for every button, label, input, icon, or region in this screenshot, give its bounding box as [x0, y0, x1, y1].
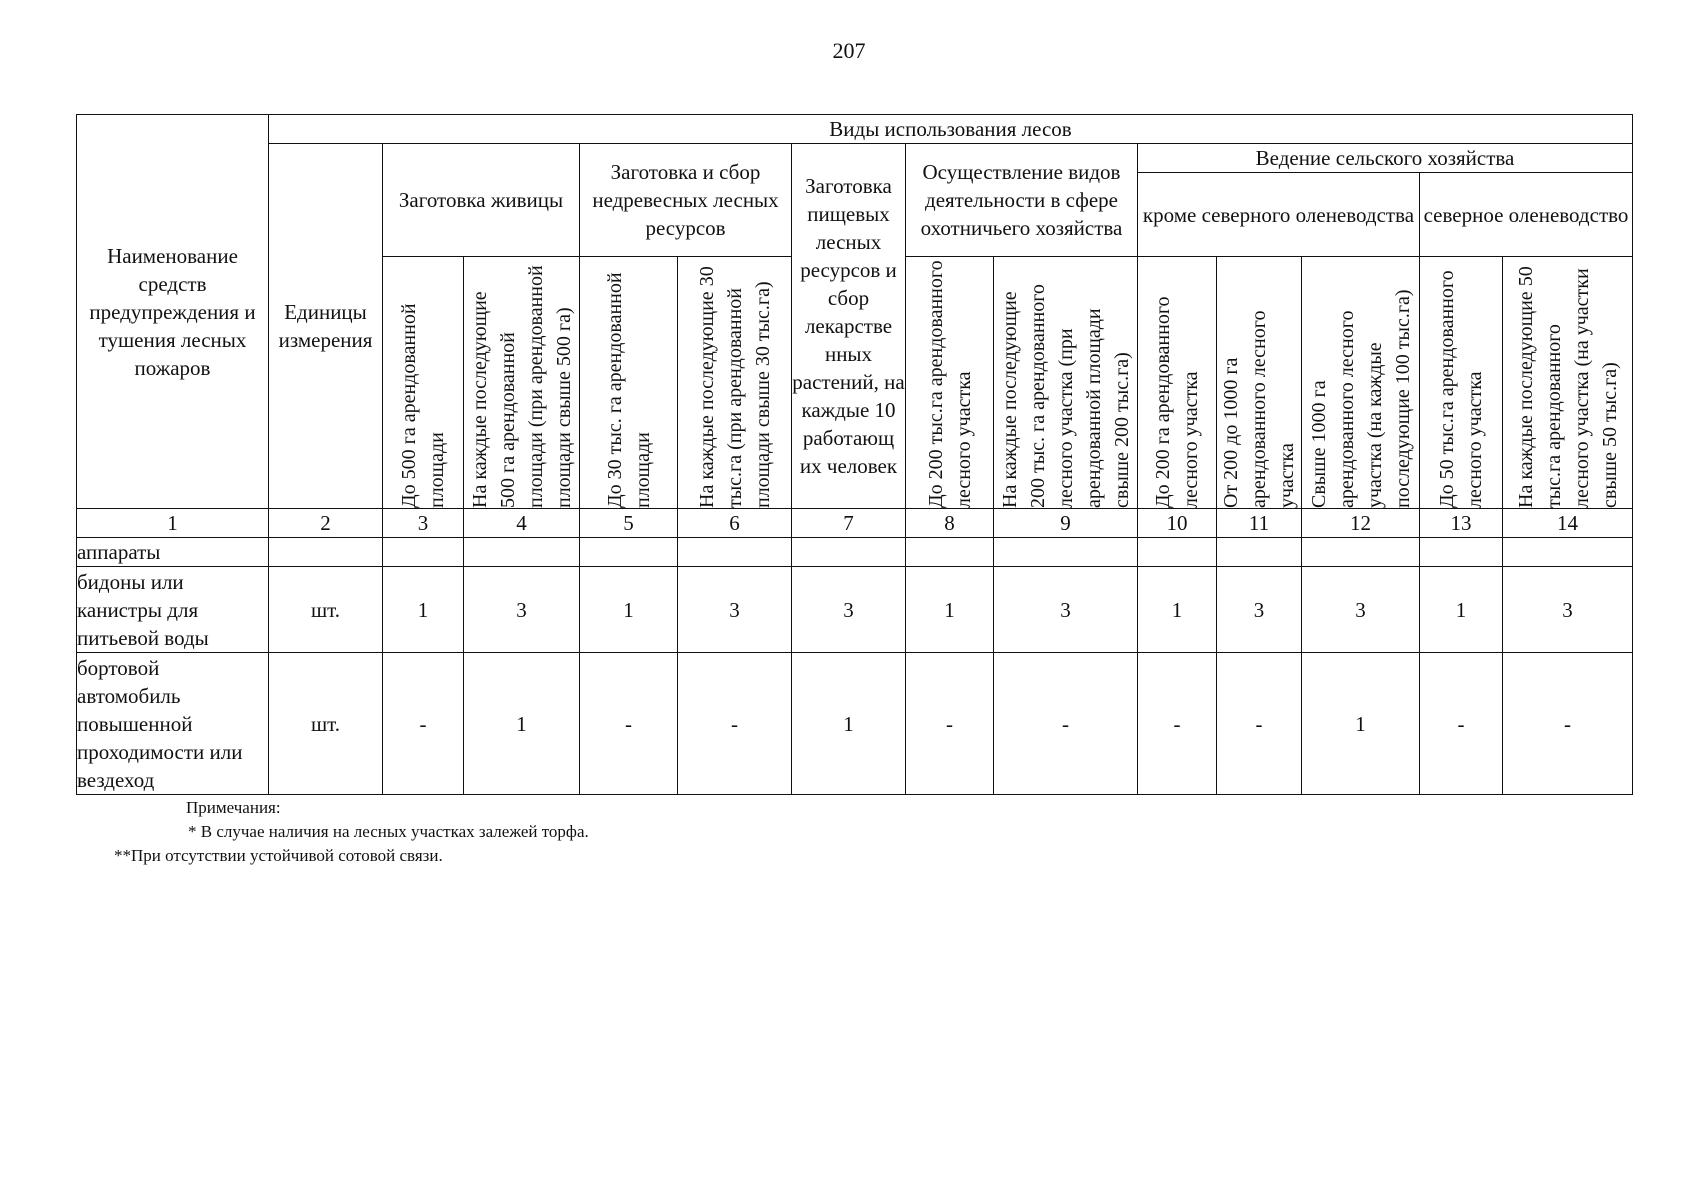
table-cell: -: [1503, 653, 1633, 795]
table-cell: -: [1138, 653, 1217, 795]
table-cell: [1217, 538, 1302, 567]
table-cell: -: [1420, 653, 1503, 795]
header-pishchevye: Заготовка пищевых лесных ресурсов и сбор лекарстве нных растений, на каждые 10 работающ их человек: [792, 144, 906, 509]
subheader-col12: Свыше 1000 га арендованного лесного участка (на каждые последующие 100 тыс.га): [1302, 257, 1420, 509]
subheader-col6: На каждые последующие 30 тыс.га (при арендованной площади свыше 30 тыс.га): [678, 257, 792, 509]
column-number-row: [77, 509, 1633, 538]
table-cell: 1: [464, 653, 580, 795]
table-cell: 3: [792, 567, 906, 653]
table-cell: -: [678, 653, 792, 795]
table-cell: 3: [464, 567, 580, 653]
note-cellular: **При отсутствии устойчивой сотовой связи.: [114, 846, 443, 865]
header-group-title: Виды использования лесов: [269, 115, 1633, 144]
table-cell: [1302, 538, 1420, 567]
column-number: 7: [792, 509, 906, 538]
column-number: 5: [580, 509, 678, 538]
table-cell: -: [1217, 653, 1302, 795]
table-cell: шт.: [269, 653, 383, 795]
table-cell: -: [994, 653, 1138, 795]
subheader-col14: На каждые последующие 50 тыс.га арендованного лесного участка (на участки свыше 50 тыс.га): [1503, 257, 1633, 509]
table-cell: [906, 538, 994, 567]
table-cell: [792, 538, 906, 567]
column-number: 12: [1302, 509, 1420, 538]
table-cell: [383, 538, 464, 567]
subheader-col4: На каждые последующие 500 га арендованной площади (при арендованной площади свыше 500 га): [464, 257, 580, 509]
subheader-col11: От 200 до 1000 га арендованного лесного участка: [1217, 257, 1302, 509]
header-krome-olen: кроме северного оленеводства: [1138, 173, 1420, 257]
table-cell: 1: [383, 567, 464, 653]
table-cell: [1503, 538, 1633, 567]
subheader-col9: На каждые последующие 200 тыс. га арендованного лесного участка (при арендованной площади свыше 200 тыс.га): [994, 257, 1138, 509]
table-cell: 1: [906, 567, 994, 653]
table-cell: -: [383, 653, 464, 795]
table-cell: 3: [678, 567, 792, 653]
column-number: 4: [464, 509, 580, 538]
table-cell: [1138, 538, 1217, 567]
row-name: бидоны или канистры для питьевой воды: [77, 567, 269, 653]
subheader-col8: До 200 тыс.га арендованного лесного участка: [906, 257, 994, 509]
table-cell: 1: [1302, 653, 1420, 795]
table-cell: [678, 538, 792, 567]
subheader-col5: До 30 тыс. га арендованной площади: [580, 257, 678, 509]
subheader-col3: До 500 га арендованной площади: [383, 257, 464, 509]
column-number: 11: [1217, 509, 1302, 538]
table-cell: 3: [1302, 567, 1420, 653]
header-name: Наименование средств предупреждения и тушения лесных пожаров: [77, 115, 269, 509]
table-cell: 1: [792, 653, 906, 795]
table-cell: [994, 538, 1138, 567]
row-name: аппараты: [77, 538, 269, 567]
header-olen: северное оленеводство: [1420, 173, 1633, 257]
header-selkhoz: Ведение сельского хозяйства: [1138, 144, 1633, 173]
forest-fire-equipment-table: [76, 114, 1633, 795]
table-row: [77, 653, 1633, 795]
column-number: 8: [906, 509, 994, 538]
table-cell: [269, 538, 383, 567]
table-row: [77, 538, 1633, 567]
page-number: 207: [832, 38, 866, 63]
table-cell: [464, 538, 580, 567]
column-number: 9: [994, 509, 1138, 538]
table-cell: 1: [1420, 567, 1503, 653]
table-row: [77, 567, 1633, 653]
table-cell: -: [580, 653, 678, 795]
table-cell: 3: [994, 567, 1138, 653]
notes-title: Примечания:: [186, 798, 281, 817]
column-number: 2: [269, 509, 383, 538]
header-zhivitsa: Заготовка живицы: [383, 144, 580, 257]
subheader-col10: До 200 га арендованного лесного участка: [1138, 257, 1217, 509]
table-cell: 3: [1217, 567, 1302, 653]
column-number: 1: [77, 509, 269, 538]
header-units: Единицы измерения: [269, 144, 383, 509]
header-okhota: Осуществление видов деятельности в сфере охотничьего хозяйства: [906, 144, 1138, 257]
row-name: бортовой автомобиль повышенной проходимости или вездеход: [77, 653, 269, 795]
table-cell: шт.: [269, 567, 383, 653]
column-number: 3: [383, 509, 464, 538]
table-cell: [580, 538, 678, 567]
column-number: 10: [1138, 509, 1217, 538]
header-nedrevesnye: Заготовка и сбор недревесных лесных ресурсов: [580, 144, 792, 257]
table-cell: 3: [1503, 567, 1633, 653]
column-number: 13: [1420, 509, 1503, 538]
column-number: 6: [678, 509, 792, 538]
column-number: 14: [1503, 509, 1633, 538]
subheader-col13: До 50 тыс.га арендованного лесного участка: [1420, 257, 1503, 509]
table-cell: [1420, 538, 1503, 567]
note-peat: * В случае наличия на лесных участках залежей торфа.: [188, 822, 589, 841]
table-cell: 1: [580, 567, 678, 653]
table-cell: 1: [1138, 567, 1217, 653]
table-cell: -: [906, 653, 994, 795]
